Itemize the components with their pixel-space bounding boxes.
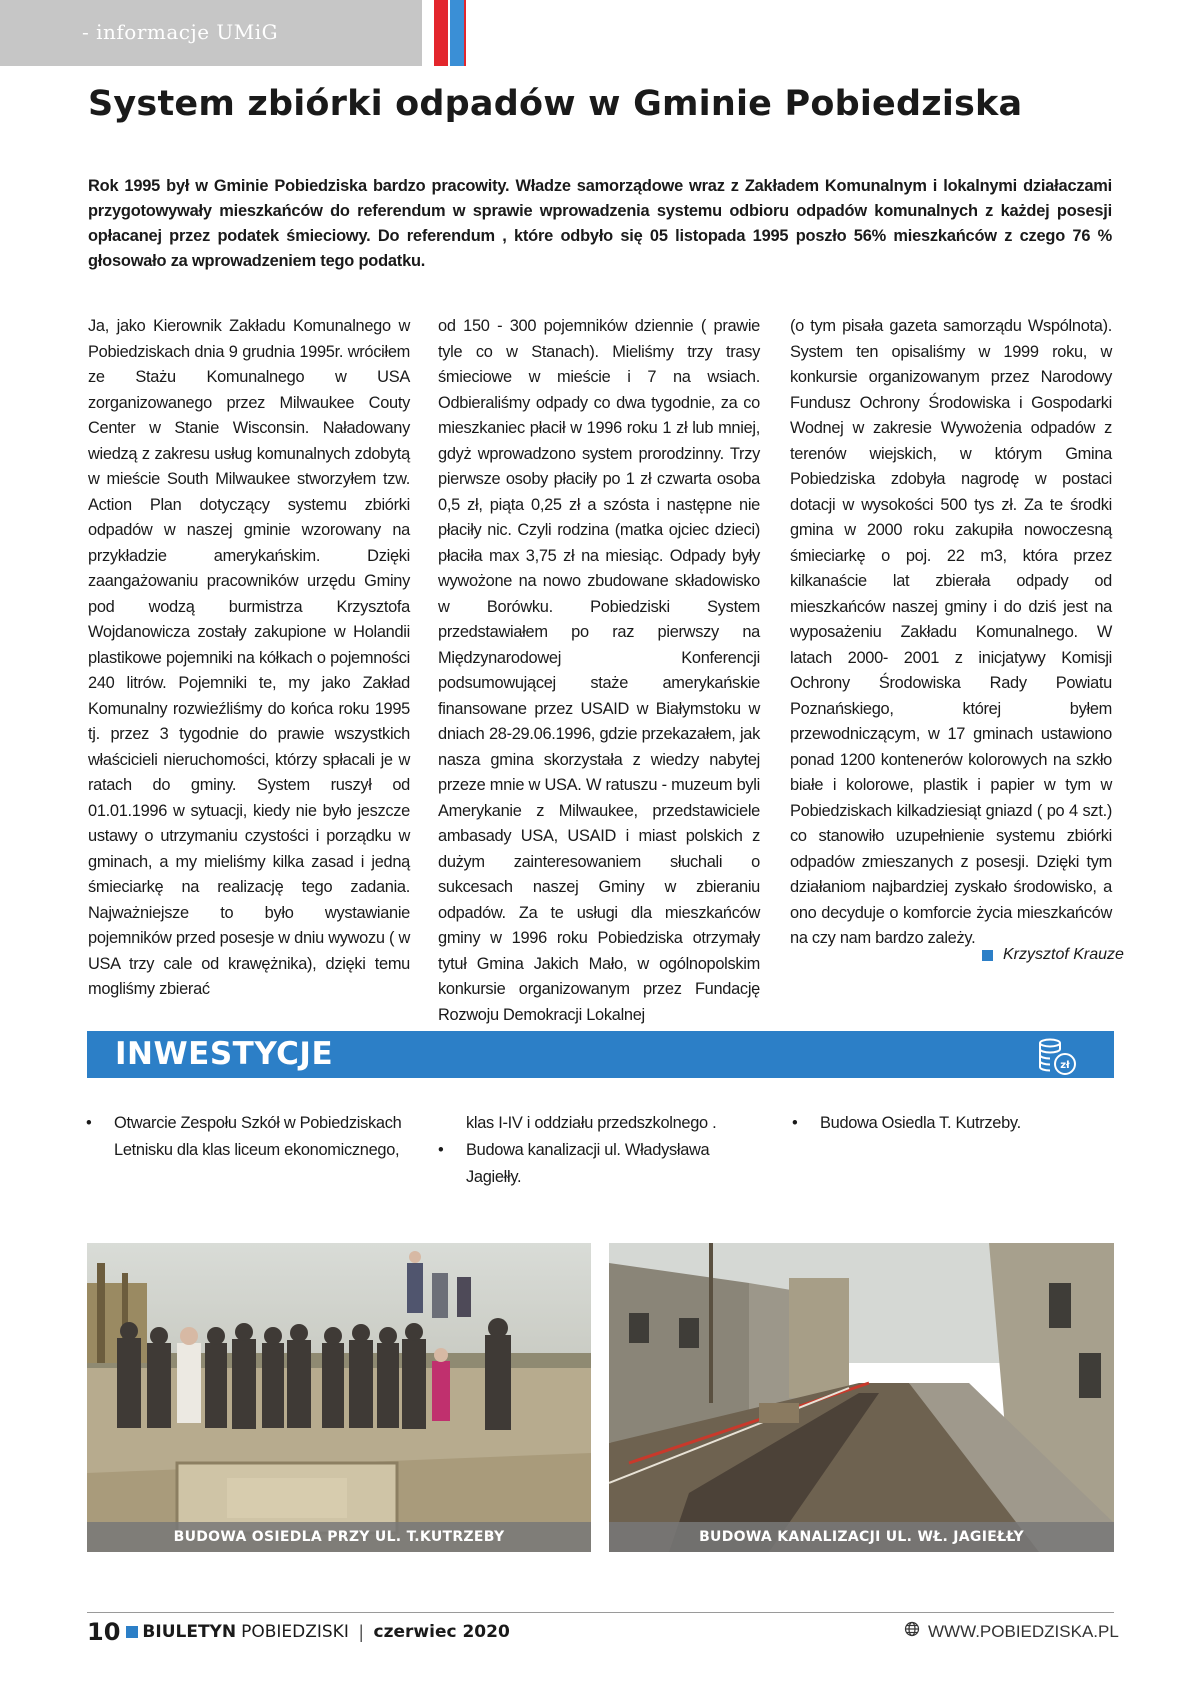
bullet-icon: • <box>792 1114 798 1132</box>
coin-currency-label: zł <box>1060 1060 1070 1071</box>
photo-jagielly-sewer <box>609 1243 1114 1552</box>
photo-caption: BUDOWA KANALIZACJI UL. WŁ. JAGIEŁŁY <box>609 1522 1114 1552</box>
coins-zl-icon <box>1036 1034 1080 1078</box>
footer-publication <box>87 1618 510 1646</box>
article-column-1: Ja, jako Kierownik Zakładu Komunalnego w Pobiedziskach dnia 9 grudnia 1995r. wróciłem ze Stażu Komunalnego w USA zorganizowanego przez Milwaukee Couty Center w Stanie Wisconsin. Naładowany wiedzą z zakresu usług komunalnych zdobytą w mieście South Milwaukee stworzyłem tzw. Action Plan dotyczący systemu zbiórki odpadów w naszej gminie wzorowany na przykładzie amerykańskim. Dzięki zaangażowaniu pracowników urzędu Gminy pod wodzą burmistrza Krzysztofa Wojdanowicza zostały zakupione w Holandii plastikowe pojemniki na kółkach o pojemności 240 litrów. Pojemniki te, my jako Zakład Komunalny rozwieźliśmy do końca roku 1995 tj. przez 3 tygodnie do prawie wszystkich właścicieli nieruchomości, którzy spłacali je w ratach do gminy. System ruszył od 01.01.1996 w sytuacji, kiedy nie było jeszcze ustawy o utrzymaniu czystości i porządku w gminach, a my mieliśmy kilka zasad i jedną śmieciarkę na realizację tego zadania. Najważniejsze to było wystawianie pojemników przed posesje w dniu wywozu ( w USA trzy cale od krawężnika), dzięki temu mogliśmy zbierać <box>88 317 410 998</box>
bullet-icon: • <box>86 1114 92 1132</box>
website-url: WWW.POBIEDZISKA.PL <box>928 1621 1119 1641</box>
list-item <box>792 1110 1114 1137</box>
list-item-text: Budowa kanalizacji ul. Władysława Jagiełły. <box>466 1141 710 1186</box>
author-name: Krzysztof Krauze <box>1003 946 1124 963</box>
investments-list-col-2 <box>438 1110 768 1191</box>
author-signature <box>982 946 1124 964</box>
publication-name: POBIEDZISKI <box>241 1622 349 1642</box>
list-item-text: klas I-IV i oddziału przedszkolnego . <box>466 1114 717 1132</box>
publication-name-bold: BIULETYN <box>142 1622 237 1642</box>
square-bullet-icon <box>126 1626 138 1638</box>
issue-date: czerwiec 2020 <box>373 1622 510 1642</box>
square-bullet-icon <box>982 950 993 961</box>
investments-list-col-1 <box>86 1110 408 1164</box>
globe-icon <box>904 1621 920 1642</box>
list-item-text: Budowa Osiedla T. Kutrzeby. <box>820 1114 1021 1132</box>
decorative-stripe-red <box>434 0 448 66</box>
article-title: System zbiórki odpadów w Gminie Pobiedziska <box>88 84 1023 124</box>
article-column-3: (o tym pisała gazeta samorządu Wspólnota). System ten opisaliśmy w 1999 roku, w konkursie organizowanym przez Narodowy Fundusz Ochrony Środowiska i Gospodarki Wodnej w zakresie Wywożenia odpadów z terenów wiejskich, w którym Gmina Pobiedziska zdobyła nagrodę w postaci dotacji w wysokości 500 tys zł. Za te środki gmina w 2000 roku zakupiła nowoczesną śmieciarkę o poj. 22 m3, która przez kilkanaście lat zbierała odpady od mieszkańców naszej gminy i do dziś jest na wyposażeniu Zakładu Komunalnego. W latach 2000- 2001 z inicjatywy Komisji Ochrony Środowiska Rady Powiatu Poznańskiego, której byłem przewodniczącym, w 17 gminach ustawiono ponad 1200 kontenerów kolorowych na szkło białe i kolorowe, plastik i papier w tym w Pobiedziskach kilkadziesiąt gniazd ( po 4 szt.) co stanowiło uzupełnienie systemu zbiórki odpadów zmieszanych z posesji. Dzięki tym działaniom najbardziej zyskało środowisko, a ono decyduje o komforcie życia mieszkańców na czy nam bardzo zależy. <box>790 317 1112 947</box>
photo-kutrzeby-estate <box>87 1243 591 1552</box>
article-column-2: od 150 - 300 pojemników dziennie ( prawie tyle co w Stanach). Mieliśmy trzy trasy śmieciowe w mieście i 7 na wsiach. Odbieraliśmy odpady co dwa tygodnie, za co mieszkaniec płacił w 1996 roku 1 zł lub mniej, gdyż wprowadzono system prorodzinny. Trzy pierwsze osoby płaciły po 1 zł czwarta osoba 0,5 zł, piąta 0,25 zł a szósta i następne nie płaciły nic. Czyli rodzina (matka ojciec dzieci) płaciła max 3,75 zł na miesiąc. Odpady były wywożone na nowo zbudowane składowisko w Borówku. Pobiedziski System przedstawiałem po raz pierwszy na Międzynarodowej Konferencji podsumowującej staże amerykańskie finansowane przez USAID w Białymstoku w dniach 28-29.06.1996, gdzie przekazałem, jak nasza gmina skorzystała z wiedzy nabytej przeze mnie w USA. W ratuszu - muzeum byli Amerykanie z Milwaukee, przedstawiciele ambasady USA, USAID i miast polskich z dużym zainteresowaniem słuchali o sukcesach naszej Gminy w zbieraniu odpadów. Za te usługi dla mieszkańców gminy w 1996 roku Pobiedziska otrzymały tytuł Gmina Jakich Mało, w ogólnopolskim konkursie organizowanym przez Fundację Rozwoju Demokracji Lokalnej <box>438 317 760 1024</box>
footer-website <box>904 1621 1119 1642</box>
list-item <box>86 1110 408 1164</box>
photo-caption: BUDOWA OSIEDLA PRZY UL. T.KUTRZEBY <box>87 1522 591 1552</box>
decorative-stripe-blue <box>450 0 464 66</box>
list-item-text: Otwarcie Zespołu Szkół w Pobiedziskach Letnisku dla klas liceum ekonomicznego, <box>114 1114 402 1159</box>
investments-list-col-3 <box>792 1110 1114 1137</box>
page-number: 10 <box>87 1618 121 1646</box>
list-item-continuation <box>438 1110 768 1137</box>
article-lead: Rok 1995 był w Gminie Pobiedziska bardzo pracowity. Władze samorządowe wraz z Zakładem Komunalnym i lokalnymi działaczami przygotowywały mieszkańców do referendum w sprawie wprowadzenia systemu odbioru odpadów komunalnych z każdej posesji opłacanej przez podatek śmieciowy. Do referendum , które odbyło się 05 listopada 1995 poszło 56% mieszkańców z czego 76 % głosowało za wprowadzeniem tego podatku. <box>88 177 1112 270</box>
footer-separator: | <box>358 1621 364 1642</box>
footer-divider <box>87 1612 1114 1613</box>
list-item <box>438 1137 768 1191</box>
decorative-stripe-thin <box>464 0 466 66</box>
investments-title: INWESTYCJE <box>115 1036 334 1072</box>
section-label: - informacje UMiG <box>82 20 279 44</box>
bullet-icon: • <box>438 1141 444 1159</box>
